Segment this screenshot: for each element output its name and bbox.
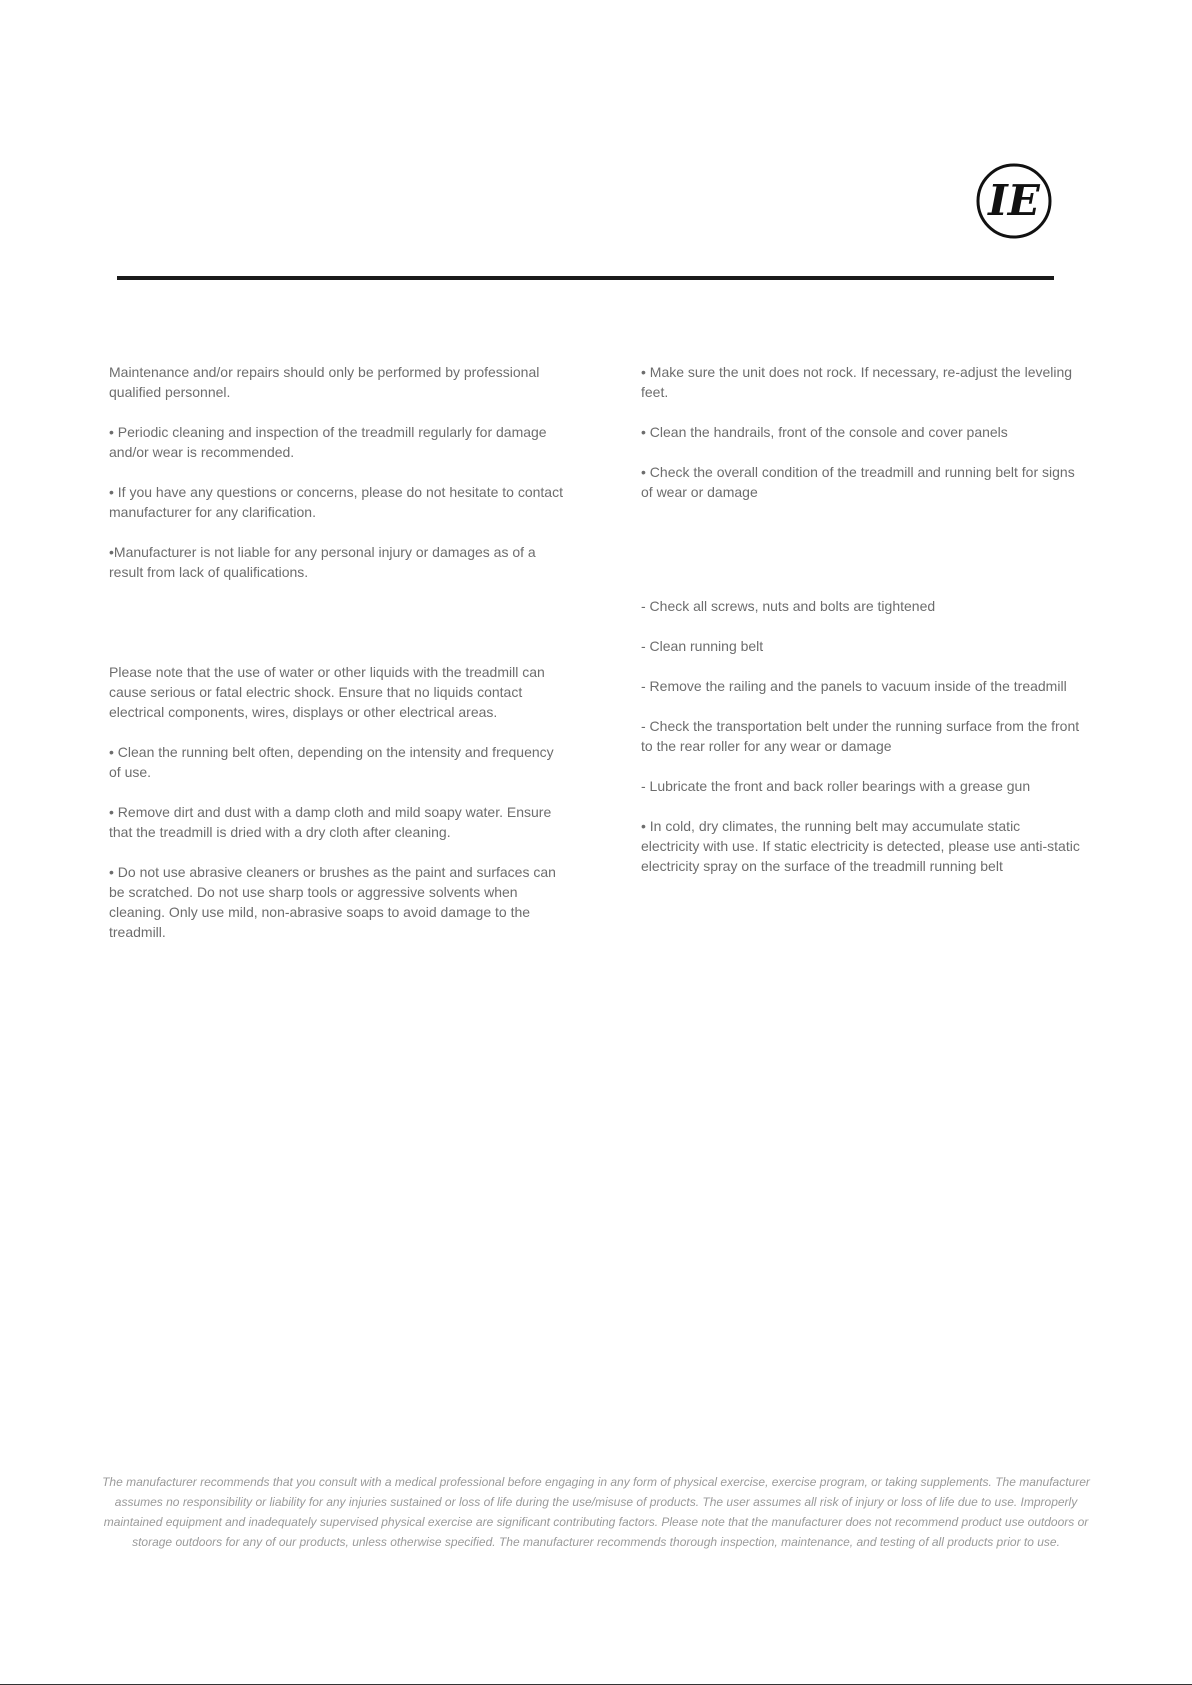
paragraph: Maintenance and/or repairs should only be performed by professional qualified personnel.	[109, 364, 540, 400]
logo-text: IE	[988, 176, 1040, 225]
paragraph: • Periodic cleaning and inspection of the treadmill regularly for damage and/or wear is recommended.	[109, 424, 547, 460]
paragraph: - Check the transportation belt under the running surface from the front to the rear roller for any wear or damage	[641, 718, 1080, 754]
paragraph: Please note that the use of water or other liquids with the treadmill can cause serious or fatal electric shock. Ensure that no liquids contact electrical components, wires, displays or other electrical areas.	[109, 664, 545, 720]
paragraph: • Clean the running belt often, depending on the intensity and frequency of use.	[109, 744, 554, 780]
footer-disclaimer: The manufacturer recommends that you consult with a medical professional before engaging in any form of physical exercise, exercise program, or taking supplements. The manufacturer assumes no responsibility or liability for any injuries sustained or loss of life during the use/misuse of products. The user assumes all risk of injury or loss of life due to use. Improperly maintained equipment and inadequately supervised physical exercise are significant contributing factors. Please note that the manufacturer does not recommend product use outdoors or storage outdoors for any of our products, unless otherwise specified. The manufacturer recommends thorough inspection, maintenance, and testing of all products prior to use.	[102, 1475, 1090, 1549]
paragraph: - Remove the railing and the panels to vacuum inside of the treadmill	[641, 678, 1067, 694]
paragraph: - Check all screws, nuts and bolts are tightened	[641, 598, 936, 614]
paragraph: - Clean running belt	[641, 638, 764, 654]
left-column-section-a	[109, 362, 569, 602]
paragraph: •Manufacturer is not liable for any personal injury or damages as of a result from lack of qualifications.	[109, 544, 536, 580]
paragraph: • Make sure the unit does not rock. If necessary, re-adjust the leveling feet.	[641, 364, 1073, 400]
header-rule	[117, 276, 1054, 280]
left-column-section-b	[109, 662, 569, 962]
paragraph: • Do not use abrasive cleaners or brushes as the paint and surfaces can be scratched. Do not use sharp tools or aggressive solvents when cleaning. Only use mild, non-abrasive soaps to avoid damage to the treadmill.	[109, 864, 556, 940]
paragraph: • Check the overall condition of the treadmill and running belt for signs of wear or damage	[641, 464, 1075, 500]
ie-logo-icon	[976, 163, 1052, 239]
paragraph: • If you have any questions or concerns, please do not hesitate to contact manufacturer for any clarification.	[109, 484, 563, 520]
right-column-section-a	[641, 362, 1081, 522]
paragraph: • In cold, dry climates, the running belt may accumulate static electricity with use. If static electricity is detected, please use anti-static electricity spray on the surface of the treadmill running belt	[641, 818, 1080, 874]
right-column-section-b	[641, 596, 1081, 896]
paragraph: • Clean the handrails, front of the console and cover panels	[641, 424, 1008, 440]
paragraph: - Lubricate the front and back roller bearings with a grease gun	[641, 778, 1031, 794]
paragraph: • Remove dirt and dust with a damp cloth and mild soapy water. Ensure that the treadmill is dried with a dry cloth after cleaning.	[109, 804, 552, 840]
